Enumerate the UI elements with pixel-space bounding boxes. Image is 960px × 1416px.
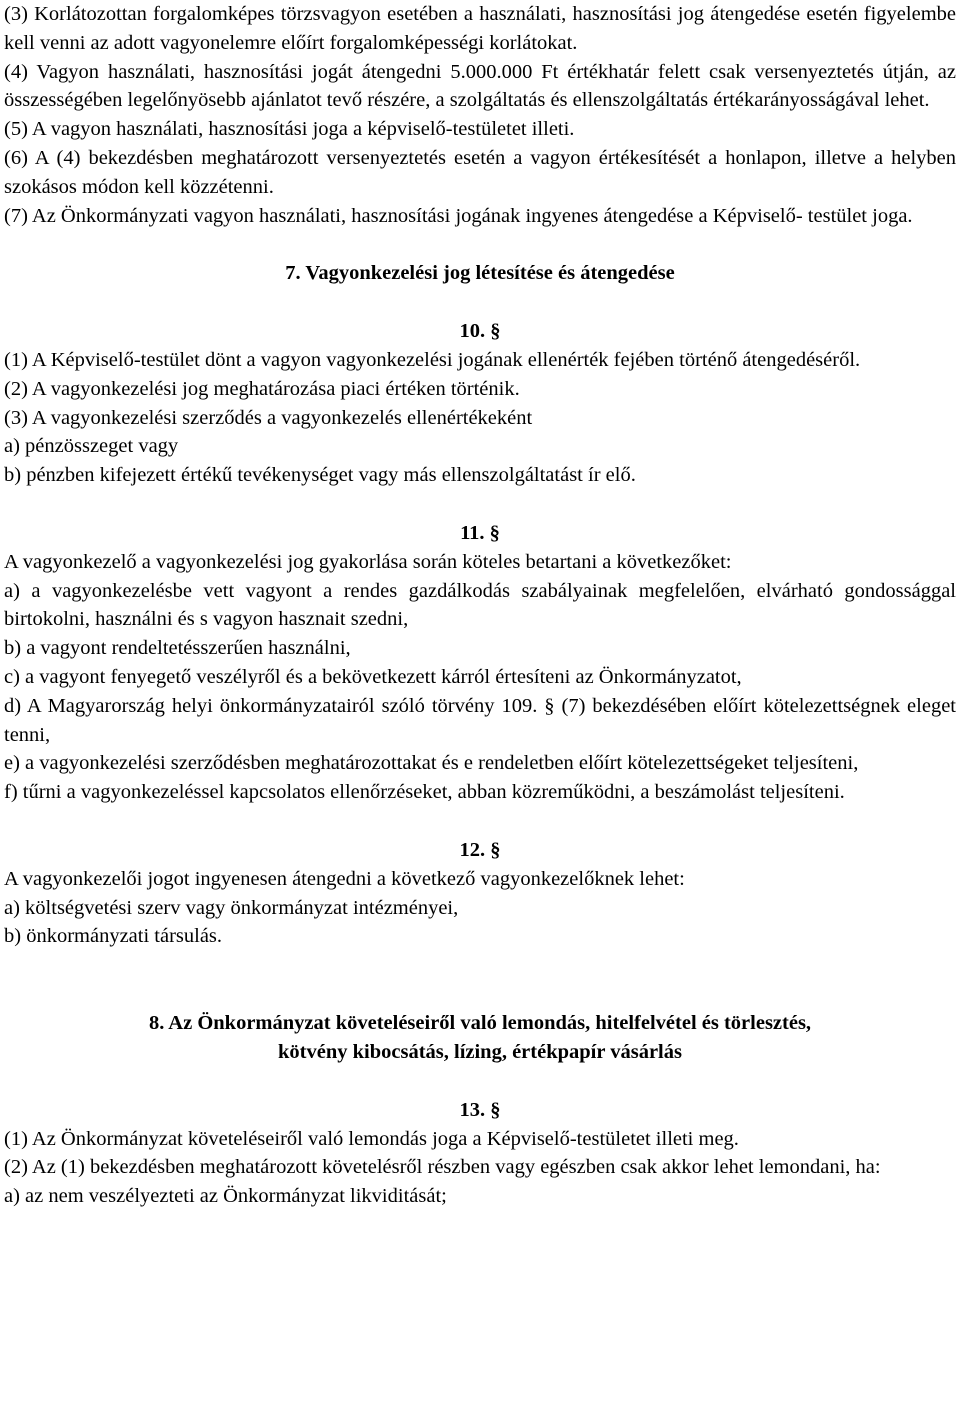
spacer <box>4 1067 956 1096</box>
section-number-10: 10. § <box>459 320 501 343</box>
par11-line: A vagyonkezelő a vagyonkezelési jog gyakorlása során köteles betartani a következőket: <box>4 550 732 573</box>
paragraph-7: (7) Az Önkormányzati vagyon használati, hasznosítási jogának ingyenes átengedése a Képviselő- testület joga. <box>4 204 913 227</box>
spacer <box>4 490 956 519</box>
par11-line: b) a vagyont rendeltetésszerűen használni, <box>4 637 351 660</box>
par11-line: e) a vagyonkezelési szerződésben meghatározottakat és e rendeletben előírt kötelezettségeket teljesíteni, <box>4 752 859 775</box>
section-number-12: 12. § <box>459 838 501 861</box>
section-8-title-line1: 8. Az Önkormányzat követeléseiről való lemondás, hitelfelvétel és törlesztés, <box>148 1012 812 1035</box>
par12-line: a) költségvetési szerv vagy önkormányzat intézményei, <box>4 896 459 919</box>
par11-line: d) A Magyarország helyi önkormányzatairól szóló törvény 109. § (7) bekezdésében előírt kötelezettségnek eleget tenni, <box>4 694 956 746</box>
par11-line: f) tűrni a vagyonkezeléssel kapcsolatos ellenőrzéseket, abban közreműködni, a beszámolást teljesíteni. <box>4 781 845 804</box>
par10-line: b) pénzben kifejezett értékű tevékenységet vagy más ellenszolgáltatást ír elő. <box>4 464 636 487</box>
section-number-11: 11. § <box>460 521 500 544</box>
section-number-13: 13. § <box>459 1098 501 1121</box>
par12-line: A vagyonkezelői jogot ingyenesen átengedni a következő vagyonkezelőknek lehet: <box>4 867 685 890</box>
spacer <box>4 288 956 317</box>
par13-line: (2) Az (1) bekezdésben meghatározott követelésről részben vagy egészben csak akkor lehet lemondani, ha: <box>4 1156 881 1179</box>
section-7-title: 7. Vagyonkezelési jog létesítése és átengedése <box>285 262 675 285</box>
par13-line: (1) Az Önkormányzat követeléseiről való lemondás joga a Képviselő-testületet illeti meg. <box>4 1127 739 1150</box>
par11-line: a) a vagyonkezelésbe vett vagyont a rendes gazdálkodás szabályainak megfelelően, elvárható gondossággal birtokolni, használni és s vagyon hasznait szedni, <box>4 579 956 631</box>
par10-line: (1) A Képviselő-testület dönt a vagyon vagyonkezelési jogának ellenérték fejében történő átengedéséről. <box>4 348 861 371</box>
spacer <box>4 807 956 836</box>
paragraph-4: (4) Vagyon használati, hasznosítási jogát átengedni 5.000.000 Ft értékhatár felett csak versenyeztetés útján, az összességében legelőnyösebb ajánlatot tevő részére, a szolgáltatás és ellenszolgáltatás értékarányosságával lehet. <box>4 60 956 112</box>
par10-line: a) pénzösszeget vagy <box>4 435 179 458</box>
par13-line: a) az nem veszélyezteti az Önkormányzat likviditását; <box>4 1185 447 1208</box>
paragraph-5: (5) A vagyon használati, hasznosítási joga a képviselő-testületet illeti. <box>4 118 575 141</box>
par10-line: (3) A vagyonkezelési szerződés a vagyonkezelés ellenértékeként <box>4 406 533 429</box>
par12-line: b) önkormányzati társulás. <box>4 925 223 948</box>
par11-line: c) a vagyont fenyegető veszélyről és a bekövetkezett kárról értesíteni az Önkormányzatot, <box>4 665 742 688</box>
par10-line: (2) A vagyonkezelési jog meghatározása piaci értéken történik. <box>4 377 520 400</box>
spacer <box>4 951 956 1009</box>
spacer <box>4 230 956 259</box>
paragraph-6: (6) A (4) bekezdésben meghatározott versenyeztetés esetén a vagyon értékesítését a honlapon, illetve a helyben szokásos módon kell közzétenni. <box>4 146 956 198</box>
section-8-title-line2: kötvény kibocsátás, lízing, értékpapír vásárlás <box>278 1040 682 1063</box>
paragraph-3: (3) Korlátozottan forgalomképes törzsvagyon esetében a használati, hasznosítási jog átengedése esetén figyelembe kell venni az adott vagyonelemre előírt forgalomképességi korlátokat. <box>4 3 956 54</box>
